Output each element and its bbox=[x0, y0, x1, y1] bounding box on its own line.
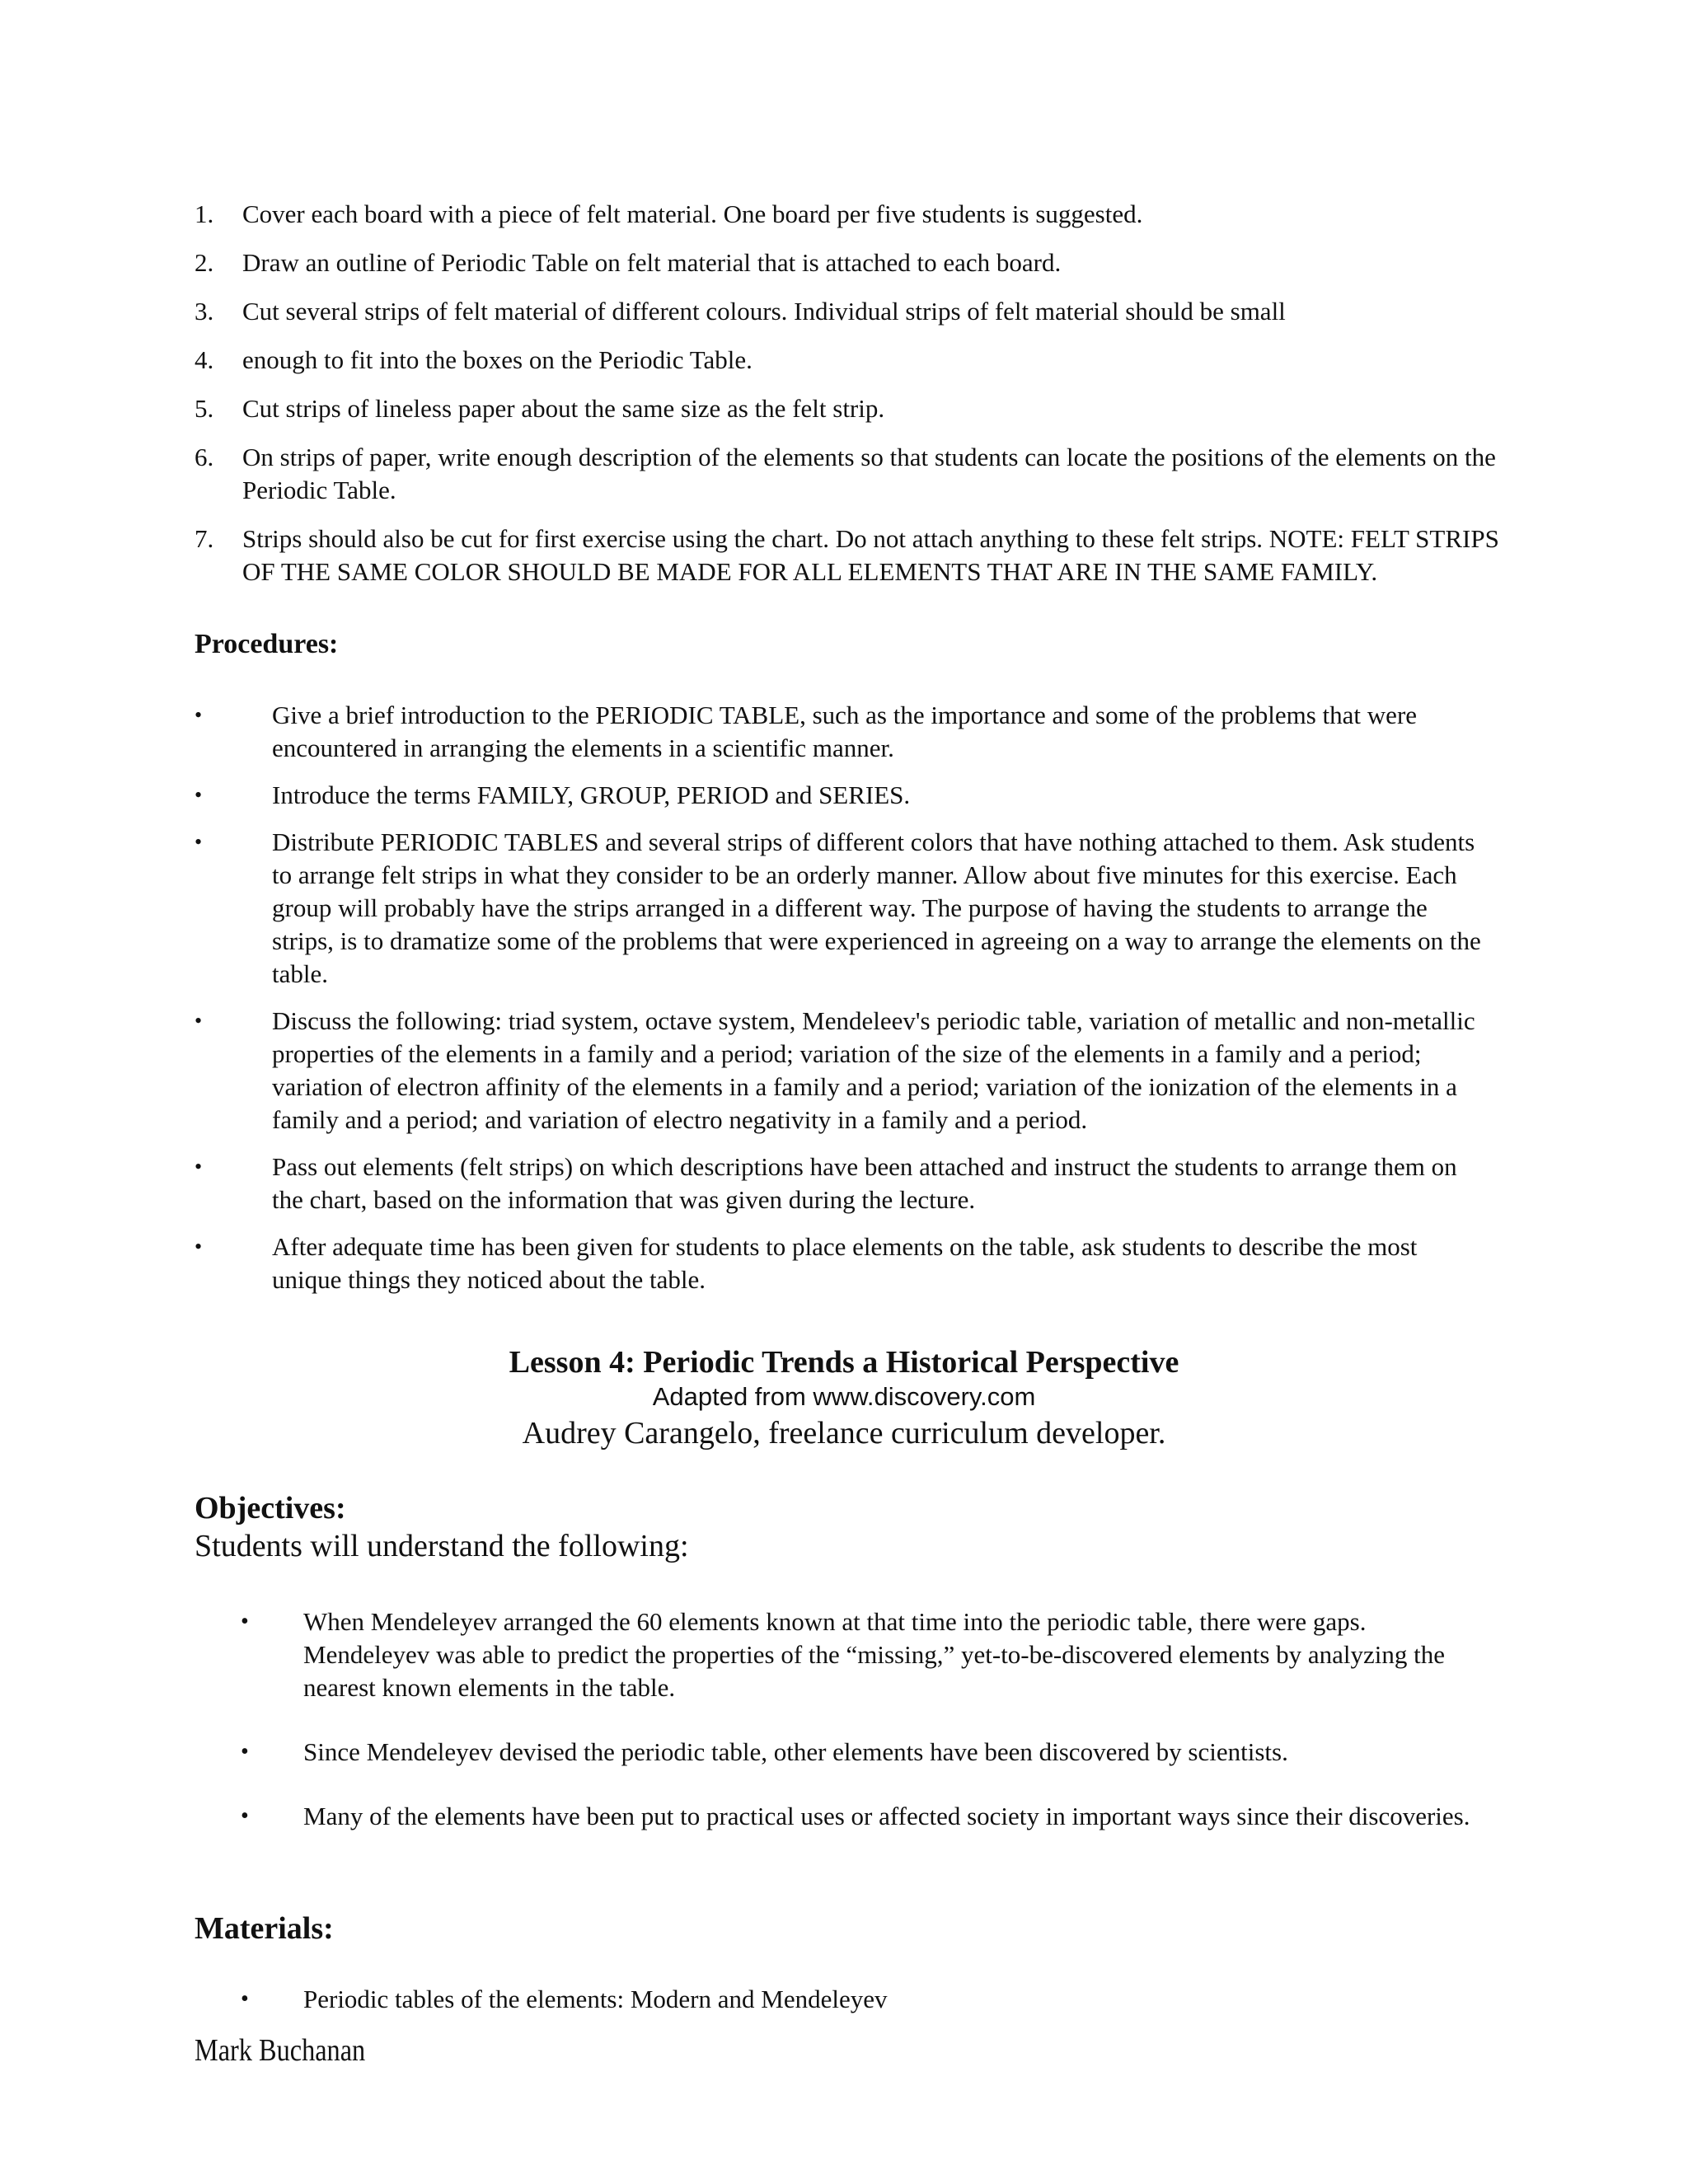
objective-text: When Mendeleyev arranged the 60 elements known at that time into the periodic table, there were gaps. Mendeleyev was able to predict the properties of the “missing,” yet-to-be-discovered elements by analyzing the nearest known elements in the table. bbox=[303, 1607, 1446, 1702]
materials-heading: Materials: bbox=[195, 1911, 334, 1946]
list-item bbox=[195, 1005, 1489, 1137]
procedure-text: Discuss the following: triad system, octave system, Mendeleev's periodic table, variation of metallic and non-metallic properties of the elements in a family and a period; variation of the size of the elements in a family and a period; variation of electron affinity of the elements in a family and a period; variation of the ionization of the elements in a family and a period; and variation of electro negativity in a family and a period. bbox=[272, 1006, 1475, 1134]
step-text: Cut several strips of felt material of different colours. Individual strips of felt material should be small bbox=[242, 297, 1286, 326]
list-item bbox=[195, 198, 1513, 231]
procedure-text: Give a brief introduction to the PERIODIC TABLE, such as the importance and some of the problems that were encountered in arranging the elements in a scientific manner. bbox=[272, 701, 1418, 762]
step-text: Draw an outline of Periodic Table on felt material that is attached to each board. bbox=[242, 248, 1062, 277]
objective-text: Since Mendeleyev devised the periodic table, other elements have been discovered by scientists. bbox=[303, 1737, 1288, 1766]
material-text: Periodic tables of the elements: Modern and Mendeleyev bbox=[303, 1985, 888, 2013]
bullet-icon: • bbox=[195, 830, 203, 854]
bullet-icon: • bbox=[241, 1739, 249, 1765]
list-item bbox=[195, 1151, 1489, 1216]
list-item bbox=[195, 1983, 1480, 2016]
procedure-text: Pass out elements (felt strips) on which descriptions have been attached and instruct the students to arrange them on the chart, based on the information that was given during the lecture. bbox=[272, 1152, 1457, 1214]
bullet-icon: • bbox=[195, 1235, 203, 1258]
footer-author-name: Mark Buchanan bbox=[195, 2033, 366, 2068]
step-number: 7. bbox=[195, 524, 214, 553]
bullet-icon: • bbox=[241, 1803, 249, 1829]
list-item bbox=[195, 1605, 1480, 1704]
bullet-icon: • bbox=[195, 1155, 203, 1179]
lesson-title: Lesson 4: Periodic Trends a Historical Perspective bbox=[509, 1345, 1179, 1380]
procedure-text: Introduce the terms FAMILY, GROUP, PERIOD and SERIES. bbox=[272, 780, 911, 809]
bullet-icon: • bbox=[195, 1009, 203, 1033]
lesson-source: Adapted from www.discovery.com bbox=[652, 1382, 1036, 1411]
step-number: 6. bbox=[195, 443, 214, 471]
procedure-text: After adequate time has been given for students to place elements on the table, ask students to describe the most unique things they noticed about the table. bbox=[272, 1232, 1418, 1294]
lesson-author: Audrey Carangelo, freelance curriculum developer. bbox=[522, 1416, 1166, 1451]
bullet-icon: • bbox=[195, 783, 203, 807]
step-text: enough to fit into the boxes on the Periodic Table. bbox=[242, 345, 753, 374]
bullet-icon: • bbox=[241, 1986, 249, 2012]
procedure-text: Distribute PERIODIC TABLES and several strips of different colors that have nothing attached to them. Ask students to arrange felt strips in what they consider to be an orderly manner. Allow about five minutes for this exercise. Each group will probably have the strips arranged in a different way. The purpose of having the students to arrange the strips, is to dramatize some of the problems that were experienced in agreeing on a way to arrange the elements on the table. bbox=[272, 827, 1481, 988]
step-text: On strips of paper, write enough description of the elements so that students can locate the positions of the elements on the Periodic Table. bbox=[242, 443, 1496, 504]
list-item bbox=[195, 344, 1513, 377]
list-item bbox=[195, 523, 1513, 588]
bullet-icon: • bbox=[195, 703, 203, 727]
list-item bbox=[195, 826, 1489, 991]
step-number: 2. bbox=[195, 248, 214, 277]
procedures-heading: Procedures: bbox=[195, 629, 339, 659]
objective-text: Many of the elements have been put to practical uses or affected society in important ways since their discoveries. bbox=[303, 1802, 1470, 1830]
list-item bbox=[195, 1800, 1480, 1833]
list-item bbox=[195, 392, 1513, 425]
lesson-header bbox=[0, 1343, 1688, 1454]
procedures-list bbox=[195, 699, 1489, 1310]
objectives-intro: Students will understand the following: bbox=[195, 1529, 689, 1563]
list-item bbox=[195, 1736, 1480, 1769]
numbered-steps-list bbox=[195, 198, 1513, 604]
list-item bbox=[195, 1230, 1489, 1296]
step-number: 4. bbox=[195, 345, 214, 374]
step-text: Cut strips of lineless paper about the same size as the felt strip. bbox=[242, 394, 885, 423]
bullet-icon: • bbox=[241, 1609, 249, 1634]
objectives-heading: Objectives: bbox=[195, 1491, 346, 1526]
materials-list bbox=[195, 1983, 1480, 2047]
list-item bbox=[195, 699, 1489, 765]
list-item bbox=[195, 246, 1513, 279]
step-number: 1. bbox=[195, 199, 214, 228]
step-text: Cover each board with a piece of felt material. One board per five students is suggested. bbox=[242, 199, 1143, 228]
step-number: 3. bbox=[195, 297, 214, 326]
list-item bbox=[195, 295, 1513, 328]
objectives-list bbox=[195, 1605, 1480, 1864]
step-number: 5. bbox=[195, 394, 214, 423]
step-text: Strips should also be cut for first exercise using the chart. Do not attach anything to these felt strips. NOTE: FELT STRIPS OF THE SAME COLOR SHOULD BE MADE FOR ALL ELEMENTS THAT ARE IN THE SAME FAMILY. bbox=[242, 524, 1499, 586]
list-item bbox=[195, 441, 1513, 507]
list-item bbox=[195, 779, 1489, 812]
